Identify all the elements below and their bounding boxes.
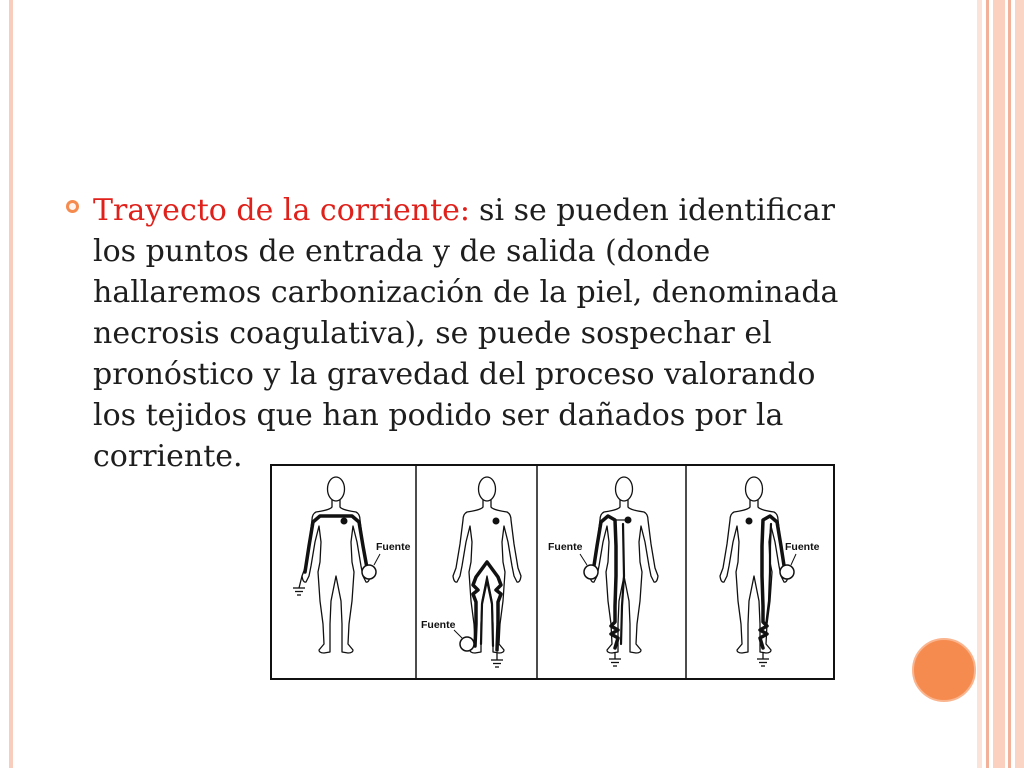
source-label: Fuente — [785, 541, 820, 553]
figure-frame — [271, 465, 834, 679]
bullet-line: pronóstico y la gravedad del proceso valorando — [93, 357, 816, 392]
source-circle-icon — [780, 565, 794, 579]
heart-dot — [493, 518, 500, 525]
bullet-line-text: si se pueden identificar — [479, 193, 835, 228]
right-stripe — [1008, 0, 1011, 768]
bullet-label: Trayecto de la corriente: — [93, 193, 471, 228]
source-label: Fuente — [548, 541, 583, 553]
bullet-line: hallaremos carbonización de la piel, denominada — [93, 275, 839, 310]
heart-dot — [625, 517, 632, 524]
bullet-line: necrosis coagulativa), se puede sospechar el — [93, 316, 772, 351]
right-stripe — [1015, 0, 1024, 768]
right-stripe — [977, 0, 982, 768]
source-label: Fuente — [421, 619, 456, 631]
bullet-line: los tejidos que han podido ser dañados por la — [93, 398, 784, 433]
source-circle-icon — [460, 637, 474, 651]
current-path-figure — [270, 464, 836, 680]
decorative-orange-circle — [912, 638, 976, 702]
source-circle-icon — [584, 565, 598, 579]
bullet-line: corriente. — [93, 439, 243, 474]
bullet-text — [93, 190, 838, 477]
right-stripe — [986, 0, 989, 768]
source-circle-icon — [362, 565, 376, 579]
left-border-line — [9, 0, 13, 768]
bullet-circle-icon — [66, 200, 79, 213]
heart-dot — [746, 518, 753, 525]
bullet-line — [93, 190, 838, 231]
bullet-line: los puntos de entrada y de salida (donde — [93, 234, 711, 269]
heart-dot — [341, 518, 348, 525]
right-stripe — [993, 0, 1005, 768]
source-label: Fuente — [376, 541, 411, 553]
